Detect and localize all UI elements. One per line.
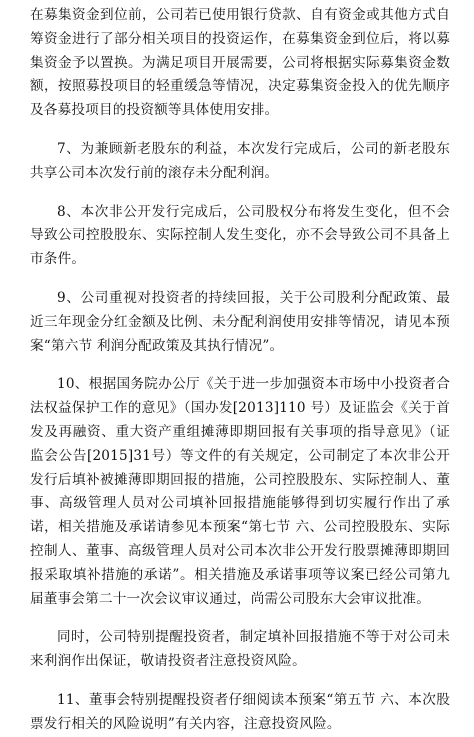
paragraph-item-9-dividend-policy: 9、公司重视对投资者的持续回报，关于公司股利分配政策、最近三年现金分红金额及比例、未分配利润使用安排等情况，请见本预案“第六节 利润分配政策及其执行情况”。 — [30, 289, 450, 354]
paragraph-risk-reminder: 同时，公司特别提醒投资者，制定填补回报措施不等于对公司未来利润作出保证，敬请投资者注意投资风险。 — [30, 629, 450, 670]
paragraph-item-7-retained-earnings: 7、为兼顾新老股东的利益，本次发行完成后，公司的新老股东共享公司本次发行前的滚存未分配利润。 — [30, 140, 450, 181]
paragraph-fundraising-replacement: 在募集资金到位前，公司若已使用银行贷款、自有资金或其他方式自筹资金进行了部分相关项目的投资运作，在募集资金到位后，将以募集资金予以置换。为满足项目开展需要，公司将根据实际募集资金数额，按照募投项目的轻重缓急等情况，决定募集资金投入的优先顺序及各募投项目的投资额等具体使用安排。 — [30, 7, 450, 119]
paragraph-item-10-dilution-measures: 10、根据国务院办公厅《关于进一步加强资本市场中小投资者合法权益保护工作的意见》（国办发[2013]110 号）及证监会《关于首发及再融资、重大资产重组摊薄即期回报有关事项的指导意见》（证监会公告[2015]31号）等文件的有关规定，公司制定了本次非公开发行后填补被摊薄即期回报的措施，公司控股股东、实际控制人、董事、高级管理人员对公司填补回报措施能够得到切实履行作出了承诺，相关措施及承诺请参见本预案“第七节 六、公司控股股东、实际控制人、董事、高级管理人员对公司本次非公开发行股票摊薄即期回报采取填补措施的承诺”。相关措施及承诺事项等议案已经公司第九届董事会第二十一次会议审议通过，尚需公司股东大会审议批准。 — [30, 376, 450, 607]
paragraph-item-8-equity-distribution: 8、本次非公开发行完成后，公司股权分布将发生变化，但不会导致公司控股股东、实际控制人发生变化，亦不会导致公司不具备上市条件。 — [30, 203, 450, 268]
paragraph-item-11-risk-notice: 11、董事会特别提醒投资者仔细阅读本预案“第五节 六、本次股票发行相关的风险说明”有关内容，注意投资风险。 — [30, 691, 450, 732]
